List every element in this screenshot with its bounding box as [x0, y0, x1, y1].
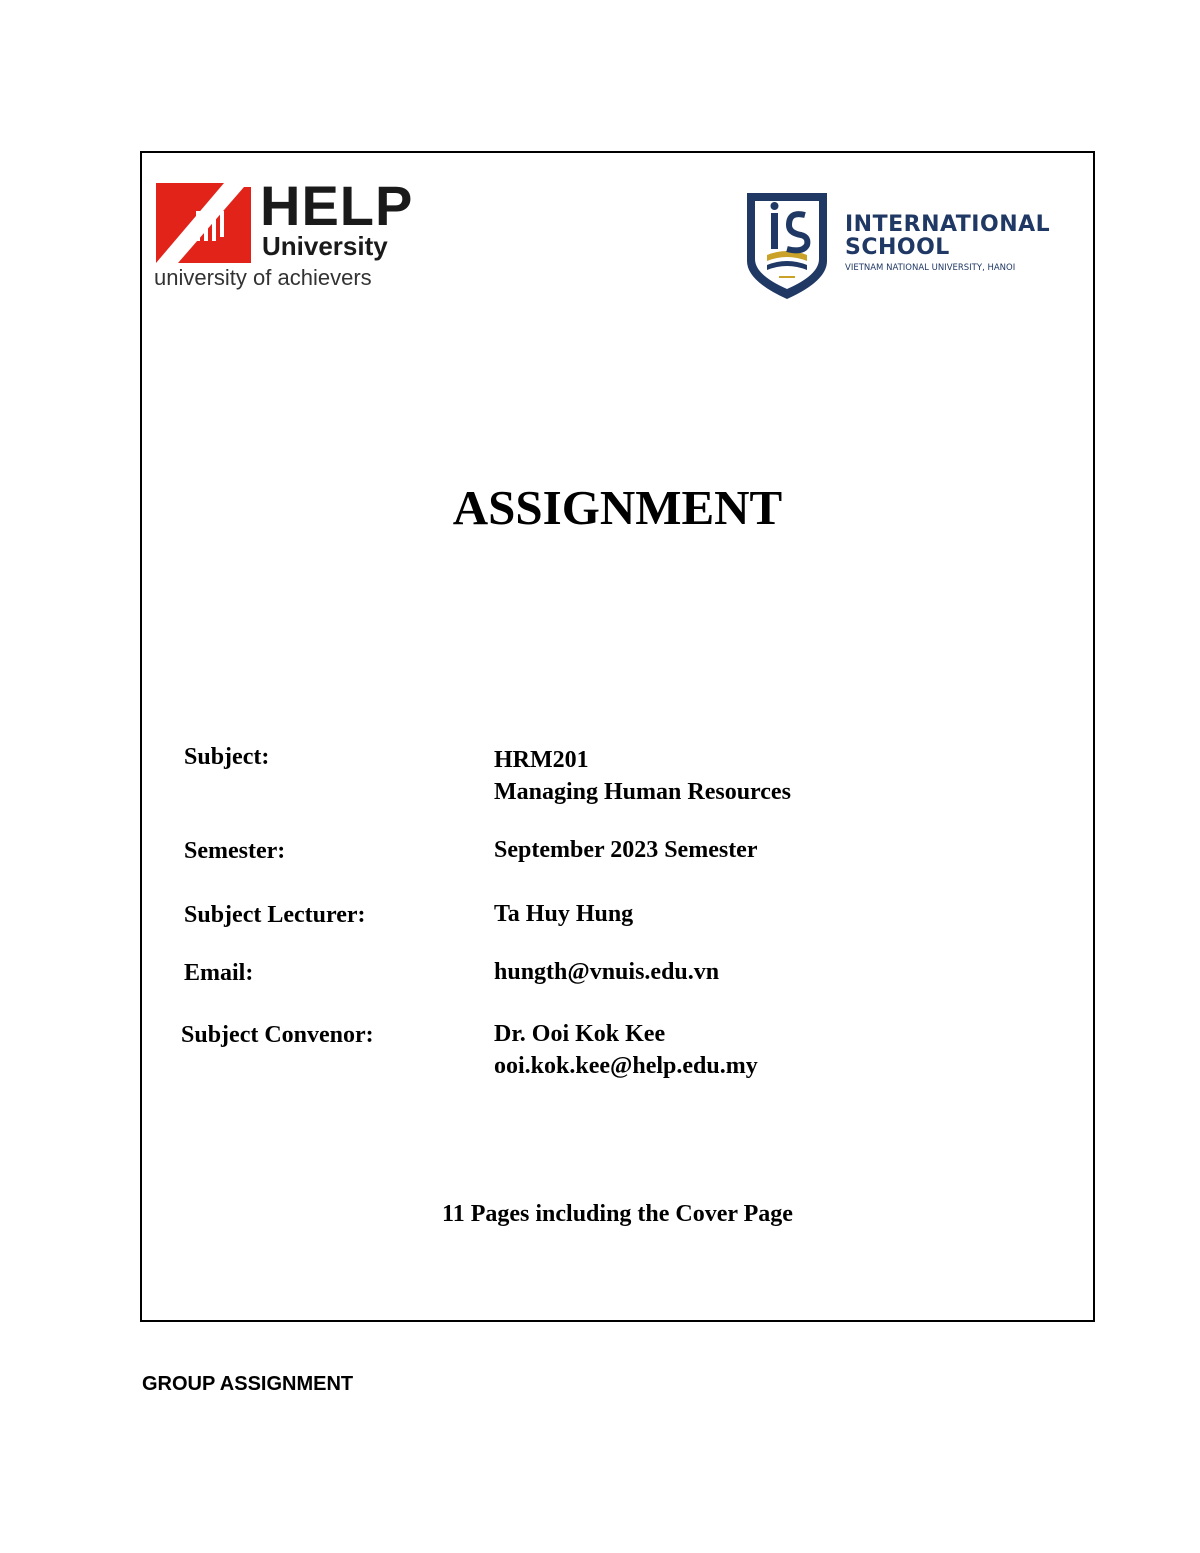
- subject-value: [494, 744, 791, 808]
- international-school-logo: [745, 191, 1065, 301]
- is-logo-subtitle: VIETNAM NATIONAL UNIVERSITY, HANOI: [845, 263, 1016, 273]
- cover-frame: [140, 151, 1095, 1322]
- email-label: Email:: [184, 960, 254, 986]
- convenor-name: Dr. Ooi Kok Kee: [494, 1021, 666, 1047]
- is-logo-line2: SCHOOL: [845, 235, 950, 260]
- help-logo-university: University: [262, 231, 388, 261]
- convenor-label: Subject Convenor:: [181, 1022, 374, 1048]
- footer-label: GROUP ASSIGNMENT: [142, 1373, 354, 1395]
- help-logo-mark-icon: [156, 183, 251, 263]
- subject-code: HRM201: [494, 747, 589, 773]
- help-university-logo: [154, 174, 446, 293]
- lecturer-value: Ta Huy Hung: [494, 901, 634, 927]
- is-logo-title: [845, 213, 1050, 259]
- convenor-email: ooi.kok.kee@help.edu.my: [494, 1053, 758, 1079]
- lecturer-label: Subject Lecturer:: [184, 902, 366, 928]
- pages-note: 11 Pages including the Cover Page: [442, 1201, 793, 1227]
- convenor-value: [494, 1018, 758, 1082]
- document-title: ASSIGNMENT: [452, 480, 783, 535]
- email-value: hungth@vnuis.edu.vn: [494, 959, 720, 985]
- subject-label: Subject:: [184, 744, 270, 770]
- subject-name: Managing Human Resources: [494, 779, 791, 805]
- semester-value: September 2023 Semester: [494, 837, 758, 863]
- help-logo-name: HELP: [260, 174, 414, 237]
- is-logo-line1: INTERNATIONAL: [845, 212, 1051, 237]
- semester-label: Semester:: [184, 838, 286, 864]
- help-logo-tagline: university of achievers: [154, 265, 372, 290]
- is-shield-icon: [745, 191, 829, 301]
